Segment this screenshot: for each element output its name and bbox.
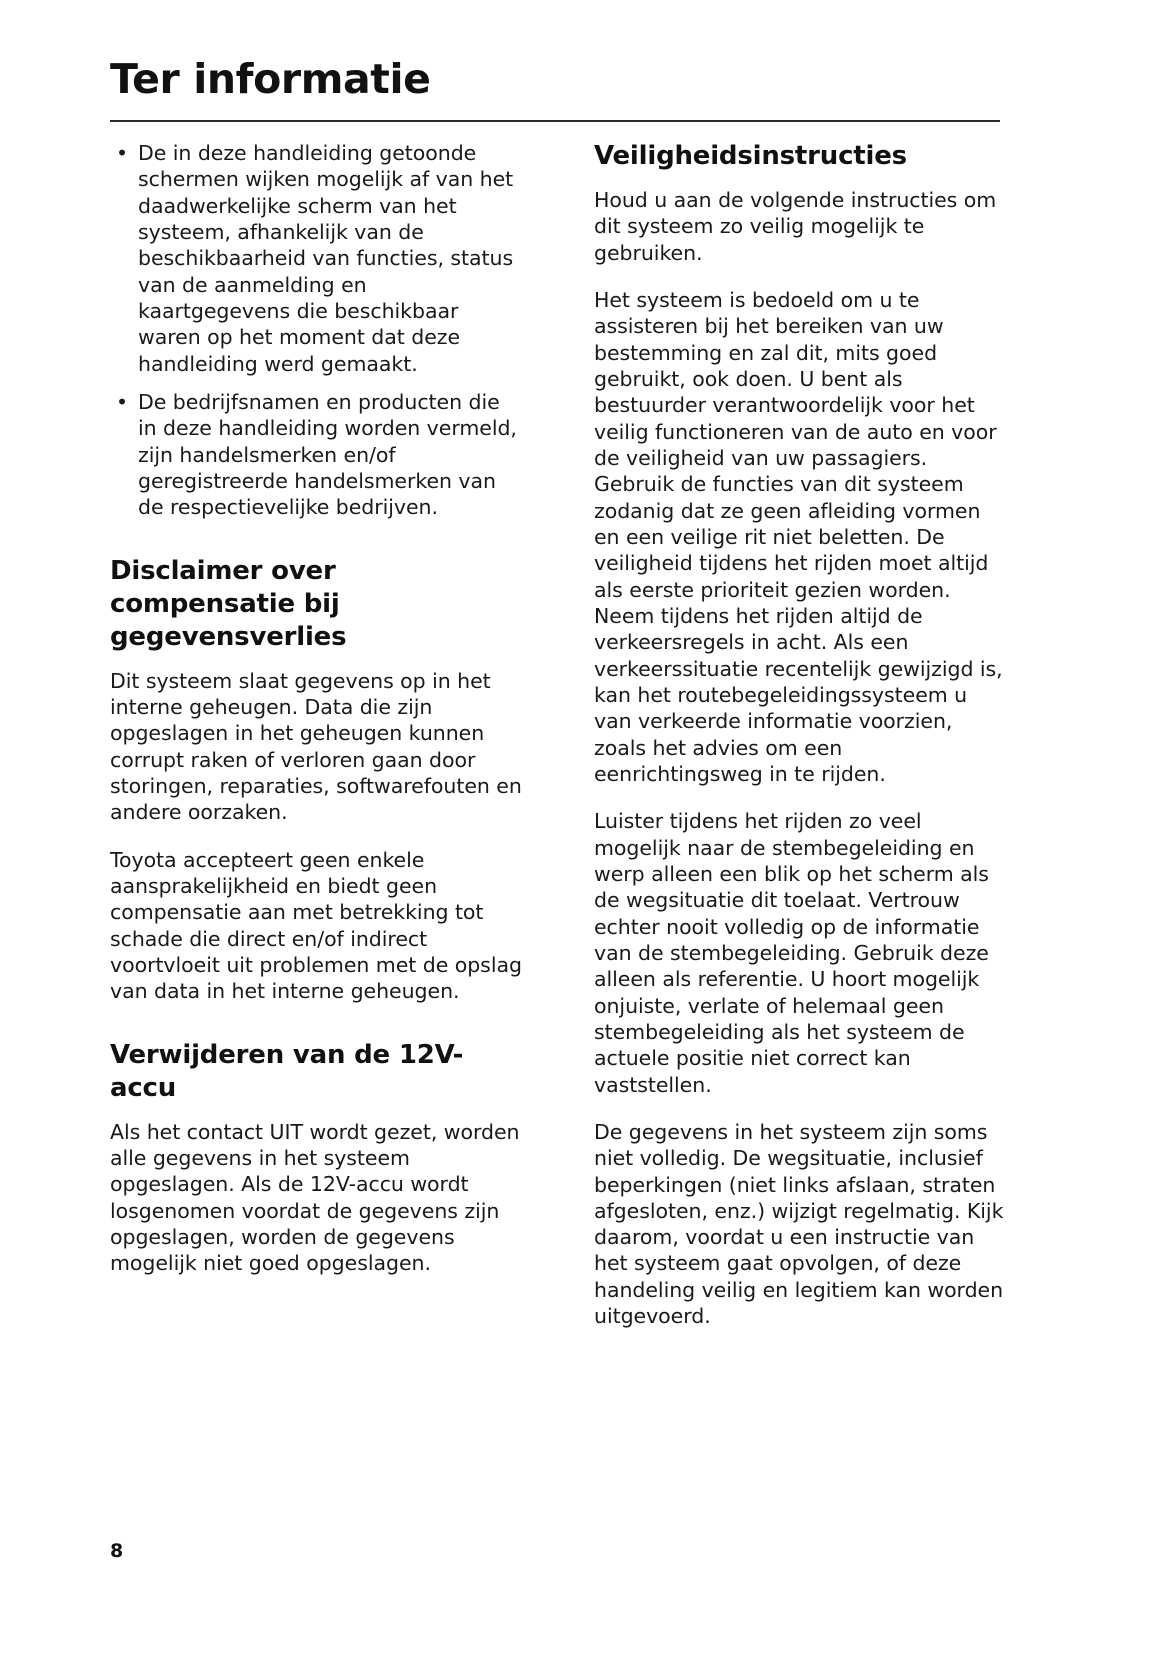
list-item — [110, 140, 522, 377]
paragraph: Als het contact UIT wordt gezet, worden alle gegevens in het systeem opgeslagen. Als de 12V-accu wordt losgenomen voordat de gegevens zijn opgeslagen, worden de gegevens mogelijk niet goed opgeslagen. — [110, 1119, 520, 1276]
list-item-text: De in deze handleiding getoonde schermen wijken mogelijk af van het daadwerkelijke scherm van het systeem, afhankelijk van de beschikbaarheid van functies, status van de aanmelding en kaartgegevens die beschikbaar waren op het moment dat deze handleiding werd gemaakt. — [138, 141, 514, 376]
list-item — [110, 389, 522, 521]
paragraph: Toyota accepteert geen enkele aansprakelijkheid en biedt geen compensatie aan met betrekking tot schade die direct en/of indirect voortvloeit uit problemen met de opslag van data in het interne geheugen. — [110, 847, 522, 1004]
section-heading-disclaimer: Disclaimer over compensatie bij gegevensverlies — [110, 555, 347, 652]
paragraph: Het systeem is bedoeld om u te assisteren bij het bereiken van uw bestemming en zal dit, mits goed gebruikt, ook doen. U bent als bestuurder verantwoordelijk voor het veilig functioneren van de auto en voor de veiligheid van uw passagiers. Gebruik de functies van dit systeem zodanig dat ze geen afleiding vormen en een veilige rit niet beletten. De veiligheid tijdens het rijden moet altijd als eerste prioriteit gezien worden. Neem tijdens het rijden altijd de verkeersregels in acht. Als een verkeerssituatie recentelijk gewijzigd is, kan het routebegeleidingssysteem u van verkeerde informatie voorzien, zoals het advies om een eenrichtingsweg in te rijden. — [594, 288, 1003, 786]
page-number: 8 — [110, 1540, 124, 1562]
list-item-text: De bedrijfsnamen en producten die in deze handleiding worden vermeld, zijn handelsmerken en/of geregistreerde handelsmerken van de respectievelijke bedrijven. — [138, 389, 517, 520]
paragraph: Luister tijdens het rijden zo veel mogelijk naar de stembegeleiding en werp alleen een blik op het scherm als de wegsituatie dit toelaat. Vertrouw echter nooit volledig op de informatie van de stembegeleiding. Gebruik deze alleen als referentie. U hoort mogelijk onjuiste, verlate of helemaal geen stembegeleiding als het systeem de actuele positie niet correct kan vaststellen. — [594, 809, 989, 1097]
two-column-body — [110, 140, 1005, 1329]
page-title: Ter informatie — [110, 55, 431, 104]
paragraph: De gegevens in het systeem zijn soms niet volledig. De wegsituatie, inclusief beperkingen (niet links afslaan, straten afgesloten, enz.) wijzigt regelmatig. Kijk daarom, voordat u een instructie van het systeem gaat opvolgen, of deze handeling veilig en legitiem kan worden uitgevoerd. — [594, 1119, 1004, 1329]
title-divider — [110, 120, 1000, 122]
section-heading-safety: Veiligheidsinstructies — [594, 141, 907, 171]
paragraph: Dit systeem slaat gegevens op in het interne geheugen. Data die zijn opgeslagen in het geheugen kunnen corrupt raken of verloren gaan door storingen, reparaties, softwarefouten en andere oorzaken. — [110, 668, 522, 825]
bullet-icon: • — [116, 389, 129, 414]
bullet-icon: • — [116, 141, 129, 165]
left-column — [110, 140, 522, 1277]
right-column — [594, 140, 1006, 1329]
intro-bullet-list — [110, 140, 522, 521]
section-heading-battery: Verwijderen van de 12V-accu — [110, 1039, 464, 1103]
paragraph: Houd u aan de volgende instructies om dit systeem zo veilig mogelijk te gebruiken. — [594, 188, 997, 265]
